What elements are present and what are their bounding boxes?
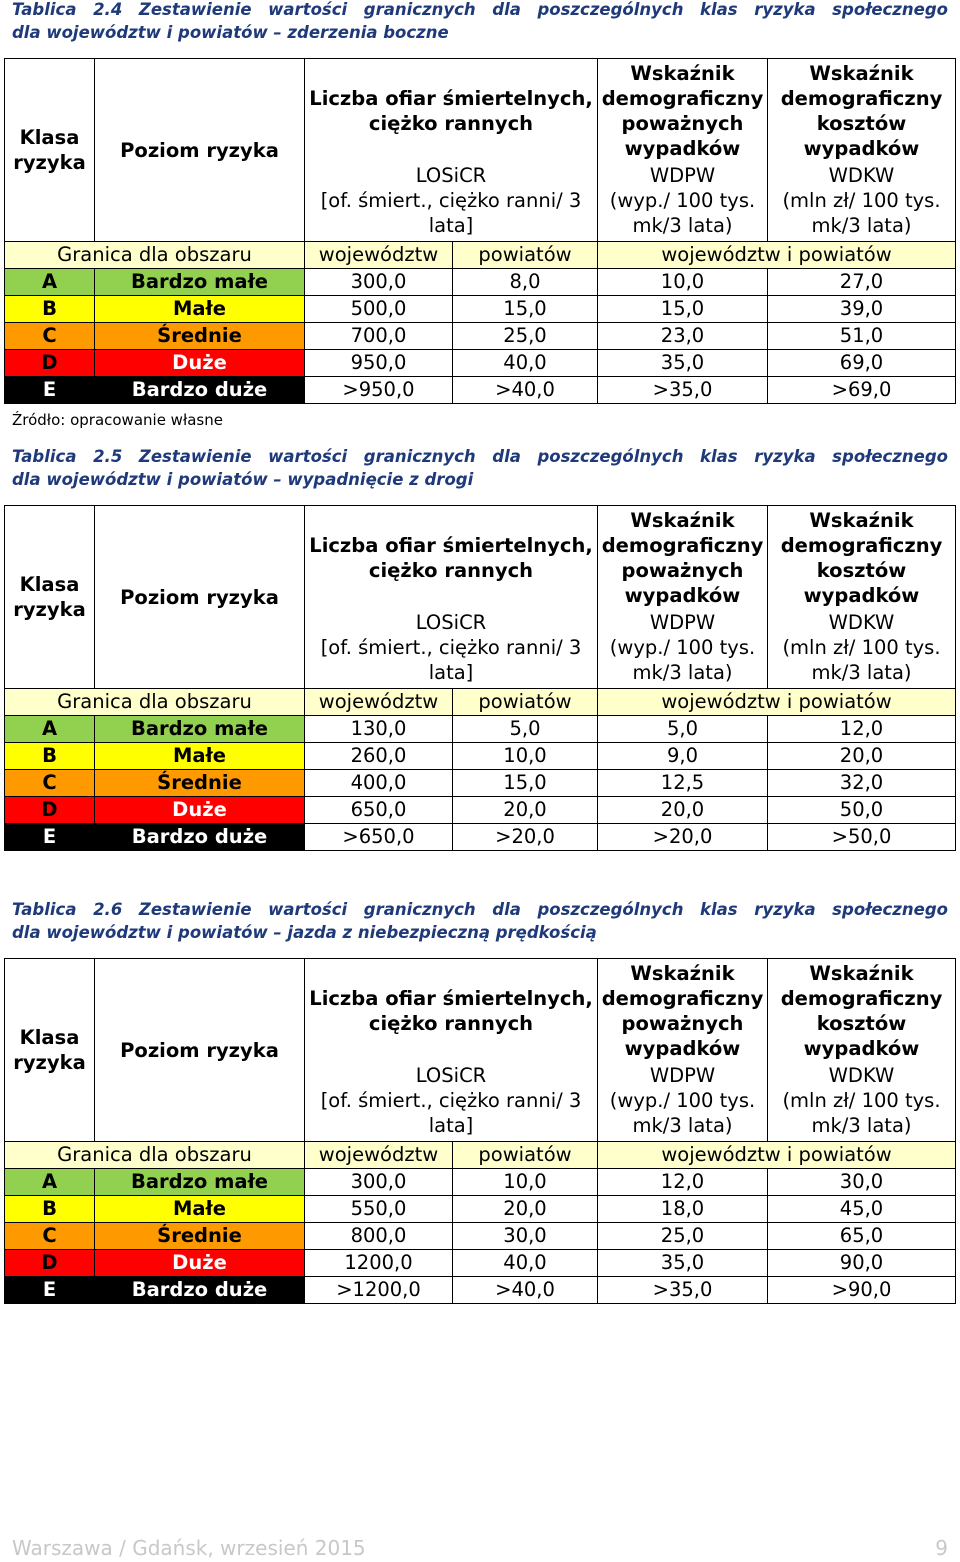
risk-class: B xyxy=(5,1196,95,1223)
table-row xyxy=(5,269,956,296)
value-wojewodztw: 130,0 xyxy=(305,716,453,743)
header-wdpw-title: Wskaźnik demograficzny poważnych wypadków xyxy=(598,506,768,610)
table-row xyxy=(5,716,956,743)
value-wdpw: >35,0 xyxy=(598,377,768,404)
header-poziom: Poziom ryzyka xyxy=(95,506,305,689)
table-row xyxy=(5,350,956,377)
header-wdkw-title: Wskaźnik demograficzny kosztów wypadków xyxy=(768,959,956,1063)
risk-class: A xyxy=(5,1169,95,1196)
granica-powiatow: powiatów xyxy=(453,242,598,269)
header-wdkw-title: Wskaźnik demograficzny kosztów wypadków xyxy=(768,59,956,163)
value-powiatow: 10,0 xyxy=(453,743,598,770)
value-wojewodztw: 650,0 xyxy=(305,797,453,824)
value-wojewodztw: 550,0 xyxy=(305,1196,453,1223)
risk-class: C xyxy=(5,323,95,350)
header-wdkw: WDKW xyxy=(768,1063,956,1088)
value-powiatow: 15,0 xyxy=(453,296,598,323)
risk-class: D xyxy=(5,797,95,824)
risk-level: Bardzo duże xyxy=(95,824,305,851)
value-powiatow: 20,0 xyxy=(453,797,598,824)
value-wdkw: 51,0 xyxy=(768,323,956,350)
table-row xyxy=(5,1277,956,1304)
header-wdpw-title: Wskaźnik demograficzny poważnych wypadków xyxy=(598,59,768,163)
risk-class: E xyxy=(5,1277,95,1304)
value-wdkw: 65,0 xyxy=(768,1223,956,1250)
table-row xyxy=(5,296,956,323)
header-unit-wdkw: (mln zł/ 100 tys. mk/3 lata) xyxy=(768,188,956,242)
table-row xyxy=(5,743,956,770)
header-unit-wdpw: (wyp./ 100 tys. mk/3 lata) xyxy=(598,188,768,242)
risk-level: Duże xyxy=(95,350,305,377)
header-losicr: LOSiCR xyxy=(305,163,598,188)
risk-level: Bardzo małe xyxy=(95,269,305,296)
granica-woj-i-pow: województw i powiatów xyxy=(598,242,956,269)
granica-wojewodztw: województw xyxy=(305,242,453,269)
table-row xyxy=(5,377,956,404)
value-powiatow: 25,0 xyxy=(453,323,598,350)
header-unit-losicr: [of. śmiert., ciężko ranni/ 3 lata] xyxy=(305,635,598,689)
header-wdpw: WDPW xyxy=(598,610,768,635)
value-wdkw: 69,0 xyxy=(768,350,956,377)
value-powiatow: 10,0 xyxy=(453,1169,598,1196)
value-wdkw: 32,0 xyxy=(768,770,956,797)
header-unit-wdkw: (mln zł/ 100 tys. mk/3 lata) xyxy=(768,1088,956,1142)
risk-level: Małe xyxy=(95,743,305,770)
value-wdpw: 12,5 xyxy=(598,770,768,797)
value-wdkw: 45,0 xyxy=(768,1196,956,1223)
value-powiatow: >40,0 xyxy=(453,1277,598,1304)
risk-class: A xyxy=(5,716,95,743)
value-wojewodztw: >650,0 xyxy=(305,824,453,851)
risk-table xyxy=(4,58,956,404)
value-wdkw: 20,0 xyxy=(768,743,956,770)
risk-class: B xyxy=(5,743,95,770)
value-wojewodztw: 300,0 xyxy=(305,1169,453,1196)
value-wdpw: 23,0 xyxy=(598,323,768,350)
value-powiatow: 40,0 xyxy=(453,1250,598,1277)
value-wdpw: 35,0 xyxy=(598,1250,768,1277)
table-row xyxy=(5,797,956,824)
granica-wojewodztw: województw xyxy=(305,689,453,716)
risk-level: Duże xyxy=(95,797,305,824)
value-wdpw: >35,0 xyxy=(598,1277,768,1304)
header-losicr: LOSiCR xyxy=(305,1063,598,1088)
granica-woj-i-pow: województw i powiatów xyxy=(598,1142,956,1169)
risk-level: Bardzo duże xyxy=(95,377,305,404)
value-wdkw: 12,0 xyxy=(768,716,956,743)
value-wdkw: 50,0 xyxy=(768,797,956,824)
value-wdpw: 5,0 xyxy=(598,716,768,743)
value-powiatow: 20,0 xyxy=(453,1196,598,1223)
value-wdkw: >50,0 xyxy=(768,824,956,851)
value-wojewodztw: >950,0 xyxy=(305,377,453,404)
header-liczba: Liczba ofiar śmiertelnych, ciężko rannych xyxy=(305,59,598,163)
risk-level: Małe xyxy=(95,1196,305,1223)
value-wdkw: 90,0 xyxy=(768,1250,956,1277)
footer-text: Warszawa / Gdańsk, wrzesień 2015 xyxy=(12,1536,366,1560)
value-wdpw: 12,0 xyxy=(598,1169,768,1196)
value-wojewodztw: 700,0 xyxy=(305,323,453,350)
table-caption: Tablica 2.4 Zestawienie wartości granicznych dla poszczególnych klas ryzyka społecznego dla województw i powiatów – zderzenia boczne xyxy=(12,0,948,42)
table-row xyxy=(5,1169,956,1196)
value-wdkw: 30,0 xyxy=(768,1169,956,1196)
granica-label: Granica dla obszaru xyxy=(5,1142,305,1169)
value-wdkw: 27,0 xyxy=(768,269,956,296)
header-klasa: Klasa ryzyka xyxy=(5,506,95,689)
header-unit-wdpw: (wyp./ 100 tys. mk/3 lata) xyxy=(598,1088,768,1142)
granica-powiatow: powiatów xyxy=(453,689,598,716)
risk-level: Małe xyxy=(95,296,305,323)
value-wdpw: 9,0 xyxy=(598,743,768,770)
value-wdkw: 39,0 xyxy=(768,296,956,323)
value-powiatow: 5,0 xyxy=(453,716,598,743)
risk-level: Duże xyxy=(95,1250,305,1277)
value-wdpw: 20,0 xyxy=(598,797,768,824)
header-wdkw: WDKW xyxy=(768,610,956,635)
value-wojewodztw: 300,0 xyxy=(305,269,453,296)
table-row xyxy=(5,323,956,350)
value-powiatow: >40,0 xyxy=(453,377,598,404)
header-losicr: LOSiCR xyxy=(305,610,598,635)
value-wojewodztw: 400,0 xyxy=(305,770,453,797)
header-wdpw: WDPW xyxy=(598,163,768,188)
header-unit-losicr: [of. śmiert., ciężko ranni/ 3 lata] xyxy=(305,188,598,242)
header-poziom: Poziom ryzyka xyxy=(95,959,305,1142)
granica-label: Granica dla obszaru xyxy=(5,242,305,269)
value-wdkw: >90,0 xyxy=(768,1277,956,1304)
table-row xyxy=(5,824,956,851)
header-klasa: Klasa ryzyka xyxy=(5,959,95,1142)
risk-level: Bardzo duże xyxy=(95,1277,305,1304)
header-wdkw-title: Wskaźnik demograficzny kosztów wypadków xyxy=(768,506,956,610)
table-row xyxy=(5,1250,956,1277)
risk-level: Średnie xyxy=(95,1223,305,1250)
value-wdpw: 15,0 xyxy=(598,296,768,323)
header-liczba: Liczba ofiar śmiertelnych, ciężko rannych xyxy=(305,506,598,610)
value-powiatow: 8,0 xyxy=(453,269,598,296)
risk-class: C xyxy=(5,770,95,797)
header-poziom: Poziom ryzyka xyxy=(95,59,305,242)
header-liczba: Liczba ofiar śmiertelnych, ciężko rannych xyxy=(305,959,598,1063)
table-caption: Tablica 2.6 Zestawienie wartości granicznych dla poszczególnych klas ryzyka społecznego dla województw i powiatów – jazda z niebezpieczną prędkością xyxy=(12,900,948,942)
risk-class: E xyxy=(5,377,95,404)
table-row xyxy=(5,1223,956,1250)
header-klasa: Klasa ryzyka xyxy=(5,59,95,242)
risk-class: A xyxy=(5,269,95,296)
risk-table xyxy=(4,958,956,1304)
risk-class: E xyxy=(5,824,95,851)
granica-label: Granica dla obszaru xyxy=(5,689,305,716)
value-wdpw: 35,0 xyxy=(598,350,768,377)
value-powiatow: 30,0 xyxy=(453,1223,598,1250)
value-powiatow: >20,0 xyxy=(453,824,598,851)
value-wojewodztw: 950,0 xyxy=(305,350,453,377)
value-wdpw: 10,0 xyxy=(598,269,768,296)
risk-level: Średnie xyxy=(95,770,305,797)
value-wdpw: 18,0 xyxy=(598,1196,768,1223)
value-wojewodztw: 1200,0 xyxy=(305,1250,453,1277)
page-number: 9 xyxy=(935,1536,948,1560)
value-wojewodztw: 500,0 xyxy=(305,296,453,323)
table-caption: Tablica 2.5 Zestawienie wartości granicznych dla poszczególnych klas ryzyka społecznego dla województw i powiatów – wypadnięcie z drogi xyxy=(12,447,948,489)
source-note: Źródło: opracowanie własne xyxy=(12,411,223,429)
value-powiatow: 15,0 xyxy=(453,770,598,797)
risk-table xyxy=(4,505,956,851)
granica-woj-i-pow: województw i powiatów xyxy=(598,689,956,716)
value-wojewodztw: 260,0 xyxy=(305,743,453,770)
value-wdkw: >69,0 xyxy=(768,377,956,404)
risk-class: B xyxy=(5,296,95,323)
table-row xyxy=(5,1196,956,1223)
header-wdpw: WDPW xyxy=(598,1063,768,1088)
table-row xyxy=(5,770,956,797)
granica-powiatow: powiatów xyxy=(453,1142,598,1169)
header-wdpw-title: Wskaźnik demograficzny poważnych wypadków xyxy=(598,959,768,1063)
risk-level: Bardzo małe xyxy=(95,1169,305,1196)
value-wdpw: 25,0 xyxy=(598,1223,768,1250)
risk-level: Średnie xyxy=(95,323,305,350)
granica-wojewodztw: województw xyxy=(305,1142,453,1169)
header-unit-wdpw: (wyp./ 100 tys. mk/3 lata) xyxy=(598,635,768,689)
risk-class: D xyxy=(5,1250,95,1277)
value-wdpw: >20,0 xyxy=(598,824,768,851)
value-wojewodztw: 800,0 xyxy=(305,1223,453,1250)
value-wojewodztw: >1200,0 xyxy=(305,1277,453,1304)
header-unit-losicr: [of. śmiert., ciężko ranni/ 3 lata] xyxy=(305,1088,598,1142)
risk-class: D xyxy=(5,350,95,377)
header-unit-wdkw: (mln zł/ 100 tys. mk/3 lata) xyxy=(768,635,956,689)
value-powiatow: 40,0 xyxy=(453,350,598,377)
risk-class: C xyxy=(5,1223,95,1250)
header-wdkw: WDKW xyxy=(768,163,956,188)
risk-level: Bardzo małe xyxy=(95,716,305,743)
